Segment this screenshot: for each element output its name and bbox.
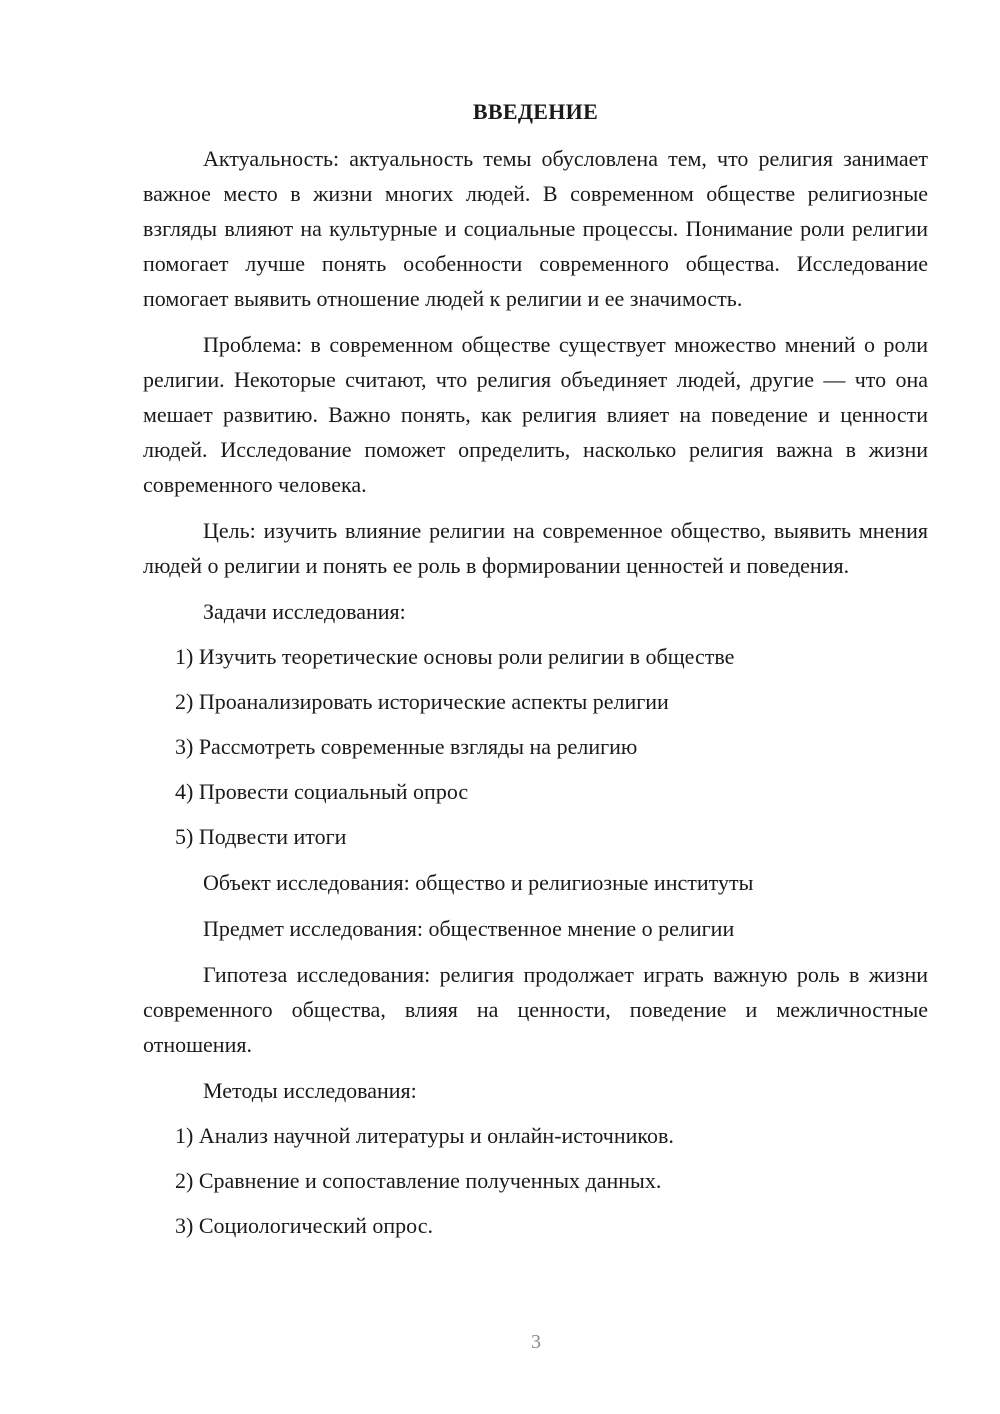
section-heading: ВВЕДЕНИЕ xyxy=(472,99,599,124)
method-item: 2) Сравнение и сопоставление полученных данных. xyxy=(175,1168,662,1193)
goal-paragraph: Цель: изучить влияние религии на современное общество, выявить мнения людей о религии и понять ее роль в формировании ценностей и поведения. xyxy=(143,518,928,578)
method-item: 3) Социологический опрос. xyxy=(175,1213,433,1238)
page-number: 3 xyxy=(531,1331,541,1353)
object-paragraph: Объект исследования: общество и религиозные институты xyxy=(203,870,754,895)
page-content xyxy=(143,94,928,1243)
problem-paragraph: Проблема: в современном обществе существует множество мнений о роли религии. Некоторые считают, что религия объединяет людей, другие — что она мешает развитию. Важно понять, как религия влияет на поведение и ценности людей. Исследование поможет определить, насколько религия важна в жизни современного человека. xyxy=(143,332,928,497)
task-item: 1) Изучить теоретические основы роли религии в обществе xyxy=(175,644,735,669)
subject-paragraph: Предмет исследования: общественное мнение о религии xyxy=(203,916,735,941)
methods-heading: Методы исследования: xyxy=(203,1078,417,1103)
relevance-paragraph: Актуальность: актуальность темы обусловлена тем, что религия занимает важное место в жизни многих людей. В современном обществе религиозные взгляды влияют на культурные и социальные процессы. Понимание роли религии помогает лучше понять особенности современного общества. Исследование помогает выявить отношение людей к религии и ее значимость. xyxy=(143,146,928,311)
task-item: 2) Проанализировать исторические аспекты религии xyxy=(175,689,669,714)
method-item: 1) Анализ научной литературы и онлайн-источников. xyxy=(175,1123,674,1148)
hypothesis-paragraph: Гипотеза исследования: религия продолжает играть важную роль в жизни современного общества, влияя на ценности, поведение и межличностные отношения. xyxy=(143,962,928,1057)
tasks-heading: Задачи исследования: xyxy=(203,599,406,624)
task-item: 4) Провести социальный опрос xyxy=(175,779,469,804)
task-item: 3) Рассмотреть современные взгляды на религию xyxy=(175,734,638,759)
task-item: 5) Подвести итоги xyxy=(175,824,347,849)
